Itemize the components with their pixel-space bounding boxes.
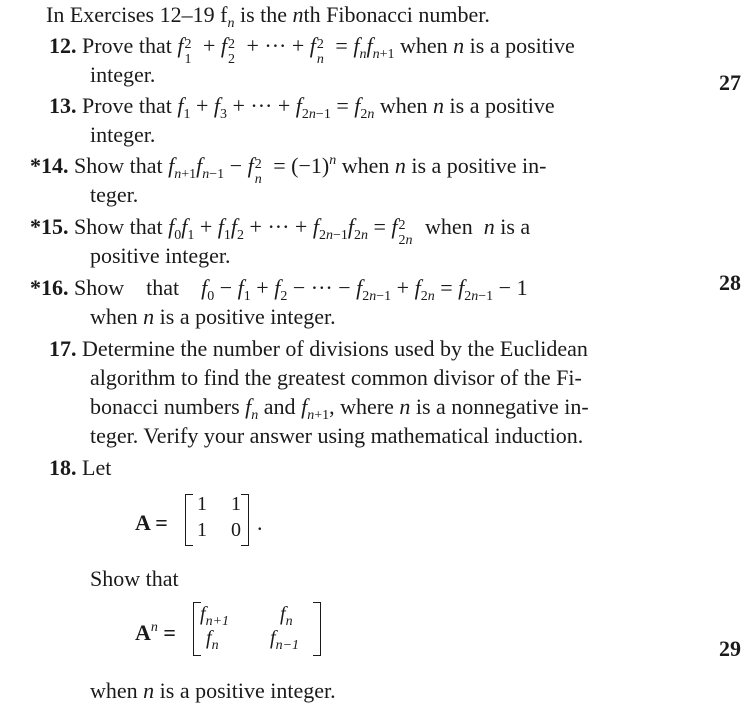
matrix-an-cell-21: $f_n$	[206, 627, 219, 653]
exercise-18-final-b: is a positive integer.	[154, 678, 336, 703]
exercise-17	[49, 336, 588, 362]
exercise-15-star: *	[30, 214, 41, 239]
exercise-12-tail: when	[394, 33, 454, 58]
exercise-16-line2: when n is a positive integer.	[90, 304, 336, 329]
matrix-a-cell-22: 0	[231, 519, 241, 541]
matrix-an-cell-11: $f_{n+1}$	[200, 603, 230, 629]
exercise-18	[49, 455, 111, 481]
exercise-17-line1: Determine the number of divisions used by the Euclidean	[82, 336, 588, 361]
matrix-a-letter: A	[135, 510, 150, 535]
exercise-16-number: 16.	[41, 275, 69, 300]
matrix-a-period: .	[257, 510, 263, 535]
exercise-17-line3b: and	[258, 394, 302, 419]
exercise-13-line2: integer.	[90, 122, 156, 147]
exercise-15: *15. Show that $f_0f_1 + f_1f_2$ + ··· + $f_{2n-1}f_{2n} = f$ 2 2n when n is a	[30, 214, 531, 248]
exercise-13-tail: when	[374, 93, 434, 118]
exercise-13-tail2: is a positive	[444, 93, 555, 118]
exercise-13: 13. Prove that $f_1 + f_3$ + ··· + $f_{2n-1} = f_{2n}$ when n is a positive	[49, 93, 555, 122]
exercise-12-text: Prove that	[82, 33, 178, 58]
exercise-16-line2b: is a positive integer.	[154, 304, 336, 329]
exercise-17-line3c: , where	[329, 394, 400, 419]
intro-text: In Exercises 12–19 f	[46, 2, 228, 27]
intro-line: In Exercises 12–19 $f_n$ is the nth Fibonacci number.	[46, 2, 490, 31]
exercise-16-line2a: when	[90, 304, 144, 329]
exercise-17-line3: bonacci numbers $f_n$ and $f_{n+1}$, where n is a nonnegative in-	[90, 394, 589, 423]
matrix-a-left-bracket	[185, 494, 193, 546]
exercise-14-number: 14.	[41, 153, 69, 178]
exercise-18-let: Let	[82, 455, 112, 480]
exercise-14-star: *	[30, 153, 41, 178]
exercise-17-line3d: is a nonnegative in-	[410, 394, 589, 419]
margin-number-27: 27	[719, 70, 741, 95]
exercise-16: *16. Show that $f_0 - f_1 + f_2$ − ··· − $f_{2n-1} + f_{2n} = f_{2n-1} - 1$	[30, 275, 528, 304]
margin-number-29: 29	[719, 636, 741, 661]
exercise-12-line2: integer.	[90, 62, 156, 87]
exercise-16-that: that	[146, 275, 180, 300]
exercise-15-tail: when	[419, 214, 479, 239]
exercise-18-final: when n is a positive integer.	[90, 678, 336, 703]
matrix-an-cell-12: $f_n$	[280, 603, 293, 629]
margin-number-28: 28	[719, 270, 741, 295]
matrix-an-label: $A^n$ =	[135, 620, 176, 645]
matrix-an-cell-22: $f_{n-1}$	[270, 627, 300, 653]
exercise-17-number: 17.	[49, 336, 77, 361]
exercise-13-text: Prove that	[82, 93, 178, 118]
exercise-17-line3a: bonacci numbers	[90, 394, 246, 419]
exercise-14-line2: teger.	[90, 182, 139, 207]
exercise-15-text: Show that	[74, 214, 169, 239]
exercise-15-line2: positive integer.	[90, 243, 231, 268]
exercise-16-star: *	[30, 275, 41, 300]
matrix-a-label: A =	[135, 510, 168, 535]
exercise-12-tail2: is a positive	[464, 33, 575, 58]
exercise-18-number: 18.	[49, 455, 77, 480]
exercise-13-number: 13.	[49, 93, 77, 118]
exercise-16-show: Show	[74, 275, 125, 300]
exercise-17-line2: algorithm to find the greatest common divisor of the Fi-	[90, 365, 582, 390]
exercise-18-final-a: when	[90, 678, 144, 703]
exercise-14-tail: when	[336, 153, 395, 178]
intro-tail: is the	[234, 2, 293, 27]
exercise-14-text: Show that	[74, 153, 169, 178]
exercise-15-tail2: is a	[494, 214, 531, 239]
exercise-17-line4: teger. Verify your answer using mathematical induction.	[90, 423, 584, 448]
matrix-an-right-bracket	[313, 602, 321, 656]
matrix-a-cell-11: 1	[197, 493, 207, 515]
matrix-a-cell-12: 1	[231, 493, 241, 515]
exercise-12-number: 12.	[49, 33, 77, 58]
exercise-15-number: 15.	[41, 214, 69, 239]
exercise-12: 12. Prove that f 2 1 + f 2 2 + ··· + f 2 n = $f_nf_{n+1}$ when n is a positive	[49, 33, 575, 67]
matrix-a-cell-21: 1	[197, 519, 207, 541]
matrix-an-letter: A	[135, 620, 151, 645]
exercise-14: *14. Show that $f_{n+1}f_{n-1} - f$ 2 n = $(-1)^n$ when n is a positive in-	[30, 153, 547, 187]
intro-tail2: th Fibonacci number.	[303, 2, 490, 27]
exercise-14-tail2: is a positive in-	[405, 153, 547, 178]
exercise-18-show-that: Show that	[90, 566, 179, 591]
matrix-an-exponent: n	[150, 620, 158, 635]
